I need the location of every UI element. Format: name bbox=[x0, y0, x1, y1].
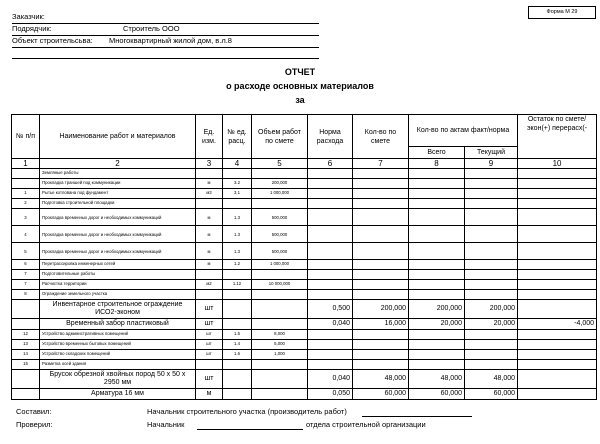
row-unit: м bbox=[196, 226, 223, 243]
table-row bbox=[12, 389, 597, 400]
row-current bbox=[465, 226, 518, 243]
row-rate-num bbox=[223, 360, 252, 370]
row-rate-num: 1.4 bbox=[223, 340, 252, 350]
row-remainder: -4,000 bbox=[518, 319, 597, 330]
row-rate-num bbox=[223, 319, 252, 330]
col-header-rate-num: № ед. расц. bbox=[223, 115, 252, 159]
row-name: Земляные работы bbox=[40, 169, 196, 179]
row-total bbox=[409, 280, 465, 290]
row-num: 14 bbox=[12, 350, 40, 360]
row-rate-num: 1.3 bbox=[223, 243, 252, 260]
materials-table bbox=[11, 114, 597, 400]
row-unit: м bbox=[196, 179, 223, 189]
row-norm bbox=[308, 209, 353, 226]
row-total bbox=[409, 179, 465, 189]
row-remainder bbox=[518, 330, 597, 340]
row-current bbox=[465, 179, 518, 189]
col-header-total: Всего bbox=[409, 147, 465, 159]
customer-line bbox=[12, 12, 319, 24]
row-norm bbox=[308, 340, 353, 350]
col-number: 1 bbox=[12, 159, 40, 169]
row-rate-num: 3.2 bbox=[223, 179, 252, 189]
row-current bbox=[465, 209, 518, 226]
row-name: Устройство складских помещений bbox=[40, 350, 196, 360]
row-volume: 500,000 bbox=[252, 226, 308, 243]
object-label: Объект строительсьва: bbox=[12, 36, 93, 45]
row-current bbox=[465, 169, 518, 179]
table-row bbox=[12, 226, 597, 243]
row-remainder bbox=[518, 226, 597, 243]
compiled-role: Начальник строительного участка (производитель работ) bbox=[147, 407, 347, 416]
row-name: Арматура 16 мм bbox=[40, 389, 196, 400]
row-current bbox=[465, 360, 518, 370]
row-volume: 10 000,000 bbox=[252, 280, 308, 290]
row-name: Временный забор пластиковый bbox=[40, 319, 196, 330]
row-num bbox=[12, 179, 40, 189]
row-remainder bbox=[518, 179, 597, 189]
report-title: ОТЧЕТ bbox=[284, 67, 316, 77]
row-name: Устройство административных помещений bbox=[40, 330, 196, 340]
row-current bbox=[465, 280, 518, 290]
row-rate-num: 1.2 bbox=[223, 260, 252, 270]
row-norm bbox=[308, 270, 353, 280]
row-current: 20,000 bbox=[465, 319, 518, 330]
row-norm: 0,050 bbox=[308, 389, 353, 400]
checked-label: Проверил: bbox=[16, 420, 53, 429]
col-number: 4 bbox=[223, 159, 252, 169]
row-unit bbox=[196, 169, 223, 179]
contractor-line bbox=[12, 24, 319, 36]
table-row bbox=[12, 179, 597, 189]
table-body bbox=[12, 169, 597, 400]
row-name: Прокладка траншей под коммуникации bbox=[40, 179, 196, 189]
row-remainder bbox=[518, 169, 597, 179]
row-total bbox=[409, 270, 465, 280]
row-current bbox=[465, 243, 518, 260]
row-unit: м bbox=[196, 243, 223, 260]
row-unit: м bbox=[196, 260, 223, 270]
row-remainder bbox=[518, 199, 597, 209]
row-current: 200,000 bbox=[465, 300, 518, 319]
checked-signature-line bbox=[197, 429, 303, 430]
row-remainder bbox=[518, 280, 597, 290]
row-unit: шт bbox=[196, 330, 223, 340]
row-volume bbox=[252, 370, 308, 389]
row-num: 8 bbox=[12, 290, 40, 300]
row-num: 7 bbox=[12, 280, 40, 290]
compiled-label: Составил: bbox=[16, 407, 52, 416]
row-total bbox=[409, 330, 465, 340]
row-qty-estimate: 48,000 bbox=[353, 370, 409, 389]
row-total bbox=[409, 340, 465, 350]
row-remainder bbox=[518, 300, 597, 319]
col-header-unit: Ед. изм. bbox=[196, 115, 223, 159]
table-row bbox=[12, 350, 597, 360]
table-row bbox=[12, 340, 597, 350]
row-remainder bbox=[518, 209, 597, 226]
row-volume: 500,000 bbox=[252, 243, 308, 260]
table-row bbox=[12, 260, 597, 270]
col-header-num: № п/п bbox=[12, 115, 40, 159]
row-num: 6 bbox=[12, 260, 40, 270]
row-remainder bbox=[518, 340, 597, 350]
row-current bbox=[465, 350, 518, 360]
row-current: 48,000 bbox=[465, 370, 518, 389]
object-value: Многоквартирный жилой дом, в.л.8 bbox=[109, 36, 232, 45]
row-norm bbox=[308, 350, 353, 360]
row-volume: 5,000 bbox=[252, 340, 308, 350]
table-row bbox=[12, 280, 597, 290]
header-rule bbox=[12, 58, 319, 59]
row-name: Подготовительные работы bbox=[40, 270, 196, 280]
row-current bbox=[465, 270, 518, 280]
row-total bbox=[409, 260, 465, 270]
row-qty-estimate bbox=[353, 169, 409, 179]
row-unit: шт bbox=[196, 350, 223, 360]
row-volume: 500,000 bbox=[252, 209, 308, 226]
row-num: 7 bbox=[12, 270, 40, 280]
row-norm bbox=[308, 169, 353, 179]
row-total: 200,000 bbox=[409, 300, 465, 319]
row-name: Расчистка территории bbox=[40, 280, 196, 290]
row-name: Подготовка строительной площадки bbox=[40, 199, 196, 209]
row-unit bbox=[196, 290, 223, 300]
report-period: за bbox=[295, 95, 305, 105]
row-unit bbox=[196, 360, 223, 370]
row-volume bbox=[252, 270, 308, 280]
row-num bbox=[12, 169, 40, 179]
row-qty-estimate bbox=[353, 179, 409, 189]
row-total bbox=[409, 290, 465, 300]
col-number: 10 bbox=[518, 159, 597, 169]
row-norm bbox=[308, 199, 353, 209]
row-volume bbox=[252, 199, 308, 209]
row-remainder bbox=[518, 389, 597, 400]
row-norm bbox=[308, 179, 353, 189]
col-number: 9 bbox=[465, 159, 518, 169]
row-norm bbox=[308, 280, 353, 290]
row-unit: шт bbox=[196, 370, 223, 389]
row-volume: 1 000,000 bbox=[252, 260, 308, 270]
row-volume bbox=[252, 169, 308, 179]
row-name: Устройство временных бытовых помещений bbox=[40, 340, 196, 350]
row-remainder bbox=[518, 260, 597, 270]
row-norm bbox=[308, 330, 353, 340]
row-num: 4 bbox=[12, 226, 40, 243]
row-current bbox=[465, 199, 518, 209]
row-volume bbox=[252, 300, 308, 319]
row-current bbox=[465, 290, 518, 300]
col-number: 2 bbox=[40, 159, 196, 169]
row-qty-estimate bbox=[353, 280, 409, 290]
row-rate-num: 3.1 bbox=[223, 189, 252, 199]
report-subtitle: о расходе основных материалов bbox=[226, 81, 374, 91]
checked-role-prefix: Начальник bbox=[147, 420, 185, 429]
row-unit: м3 bbox=[196, 189, 223, 199]
checked-role-suffix: отдела строительной организации bbox=[306, 420, 426, 429]
row-total: 60,000 bbox=[409, 389, 465, 400]
column-numbers-row bbox=[12, 159, 597, 169]
row-name: Рытье котлована под фундамент bbox=[40, 189, 196, 199]
col-number: 7 bbox=[353, 159, 409, 169]
row-norm: 0,040 bbox=[308, 370, 353, 389]
row-rate-num: 1.5 bbox=[223, 330, 252, 340]
row-total bbox=[409, 226, 465, 243]
col-header-name: Наименование работ и материалов bbox=[40, 115, 196, 159]
table-row bbox=[12, 169, 597, 179]
row-num: 5 bbox=[12, 243, 40, 260]
row-norm bbox=[308, 290, 353, 300]
table-row bbox=[12, 209, 597, 226]
row-qty-estimate bbox=[353, 243, 409, 260]
col-number: 3 bbox=[196, 159, 223, 169]
col-number: 8 bbox=[409, 159, 465, 169]
row-total: 48,000 bbox=[409, 370, 465, 389]
col-header-qty-estimate: Кол-во по смете bbox=[353, 115, 409, 159]
row-num: 2 bbox=[12, 199, 40, 209]
row-norm bbox=[308, 243, 353, 260]
row-volume bbox=[252, 319, 308, 330]
row-unit: шт bbox=[196, 300, 223, 319]
row-volume: 1,000 bbox=[252, 350, 308, 360]
row-qty-estimate bbox=[353, 270, 409, 280]
row-unit: шт bbox=[196, 340, 223, 350]
row-current bbox=[465, 260, 518, 270]
col-header-qty-acts: Кол-во по актам факт/норма bbox=[409, 115, 518, 147]
row-qty-estimate bbox=[353, 290, 409, 300]
row-unit: м bbox=[196, 389, 223, 400]
row-name: Разметка осей здания bbox=[40, 360, 196, 370]
row-current bbox=[465, 189, 518, 199]
row-norm bbox=[308, 189, 353, 199]
row-norm: 0,500 bbox=[308, 300, 353, 319]
row-norm: 0,040 bbox=[308, 319, 353, 330]
row-qty-estimate: 16,000 bbox=[353, 319, 409, 330]
row-rate-num: 1.3 bbox=[223, 209, 252, 226]
row-norm bbox=[308, 360, 353, 370]
row-current: 60,000 bbox=[465, 389, 518, 400]
row-rate-num: 1.6 bbox=[223, 350, 252, 360]
row-total bbox=[409, 169, 465, 179]
form-code-label: Форма М 29 bbox=[528, 6, 596, 19]
table-row bbox=[12, 189, 597, 199]
row-rate-num bbox=[223, 290, 252, 300]
customer-label: Заказчик: bbox=[12, 12, 45, 21]
row-total: 20,000 bbox=[409, 319, 465, 330]
row-norm bbox=[308, 260, 353, 270]
col-header-norm: Норма расхода bbox=[308, 115, 353, 159]
row-rate-num bbox=[223, 199, 252, 209]
row-total bbox=[409, 209, 465, 226]
compiled-signature-line bbox=[362, 416, 472, 417]
col-header-current: Текущий bbox=[465, 147, 518, 159]
row-unit: м bbox=[196, 209, 223, 226]
table-row bbox=[12, 300, 597, 319]
table-row bbox=[12, 319, 597, 330]
col-number: 5 bbox=[252, 159, 308, 169]
row-name: Брусок обрезной хвойных пород 50 х 50 х 2950 мм bbox=[40, 370, 196, 389]
row-norm bbox=[308, 226, 353, 243]
row-qty-estimate bbox=[353, 199, 409, 209]
row-num: 15 bbox=[12, 360, 40, 370]
row-total bbox=[409, 350, 465, 360]
row-name: Прокладка временных дорог и необходимых коммуникаций bbox=[40, 226, 196, 243]
row-current bbox=[465, 340, 518, 350]
row-rate-num bbox=[223, 300, 252, 319]
row-total bbox=[409, 199, 465, 209]
row-name: Инвентарное строительное ограждение ИСО2-эконом bbox=[40, 300, 196, 319]
row-rate-num bbox=[223, 169, 252, 179]
row-unit: м2 bbox=[196, 280, 223, 290]
row-volume bbox=[252, 389, 308, 400]
row-num: 1 bbox=[12, 189, 40, 199]
row-qty-estimate: 200,000 bbox=[353, 300, 409, 319]
row-rate-num bbox=[223, 370, 252, 389]
table-row bbox=[12, 330, 597, 340]
row-unit bbox=[196, 270, 223, 280]
table-row bbox=[12, 290, 597, 300]
row-num bbox=[12, 389, 40, 400]
contractor-label: Подрядчик: bbox=[12, 24, 52, 33]
col-number: 6 bbox=[308, 159, 353, 169]
col-header-volume: Объем работ по смете bbox=[252, 115, 308, 159]
row-num: 12 bbox=[12, 330, 40, 340]
row-volume bbox=[252, 360, 308, 370]
row-total bbox=[409, 360, 465, 370]
row-rate-num: 1.3 bbox=[223, 226, 252, 243]
row-qty-estimate bbox=[353, 189, 409, 199]
row-remainder bbox=[518, 350, 597, 360]
row-name: Перетрассировка инженерных сетей bbox=[40, 260, 196, 270]
col-header-remainder: Остаток по смете/ экон(+) перерасх(- bbox=[518, 115, 597, 159]
table-row bbox=[12, 199, 597, 209]
row-num bbox=[12, 319, 40, 330]
row-unit: шт bbox=[196, 319, 223, 330]
row-rate-num: 1.12 bbox=[223, 280, 252, 290]
row-qty-estimate bbox=[353, 260, 409, 270]
row-volume: 8,000 bbox=[252, 330, 308, 340]
row-remainder bbox=[518, 189, 597, 199]
row-rate-num bbox=[223, 270, 252, 280]
row-unit bbox=[196, 199, 223, 209]
row-name: Прокладка временных дорог и необходимых коммуникаций bbox=[40, 209, 196, 226]
table-row bbox=[12, 243, 597, 260]
row-total bbox=[409, 243, 465, 260]
row-qty-estimate bbox=[353, 350, 409, 360]
row-qty-estimate bbox=[353, 330, 409, 340]
row-num: 3 bbox=[12, 209, 40, 226]
row-qty-estimate bbox=[353, 360, 409, 370]
row-total bbox=[409, 189, 465, 199]
table-row bbox=[12, 360, 597, 370]
row-rate-num bbox=[223, 389, 252, 400]
row-volume: 200,000 bbox=[252, 179, 308, 189]
row-current bbox=[465, 330, 518, 340]
row-volume: 1 000,000 bbox=[252, 189, 308, 199]
table-row bbox=[12, 370, 597, 389]
row-remainder bbox=[518, 360, 597, 370]
row-num bbox=[12, 370, 40, 389]
table-row bbox=[12, 270, 597, 280]
row-remainder bbox=[518, 370, 597, 389]
row-remainder bbox=[518, 290, 597, 300]
contractor-value: Строитель ООО bbox=[123, 24, 180, 33]
row-name: Прокладка временных дорог и необходимых коммуникаций bbox=[40, 243, 196, 260]
row-name: Ограждение земельного участка bbox=[40, 290, 196, 300]
row-volume bbox=[252, 290, 308, 300]
row-qty-estimate bbox=[353, 209, 409, 226]
row-qty-estimate bbox=[353, 226, 409, 243]
row-qty-estimate: 60,000 bbox=[353, 389, 409, 400]
object-line bbox=[12, 36, 319, 48]
row-remainder bbox=[518, 270, 597, 280]
row-num: 13 bbox=[12, 340, 40, 350]
row-num bbox=[12, 300, 40, 319]
row-remainder bbox=[518, 243, 597, 260]
row-qty-estimate bbox=[353, 340, 409, 350]
